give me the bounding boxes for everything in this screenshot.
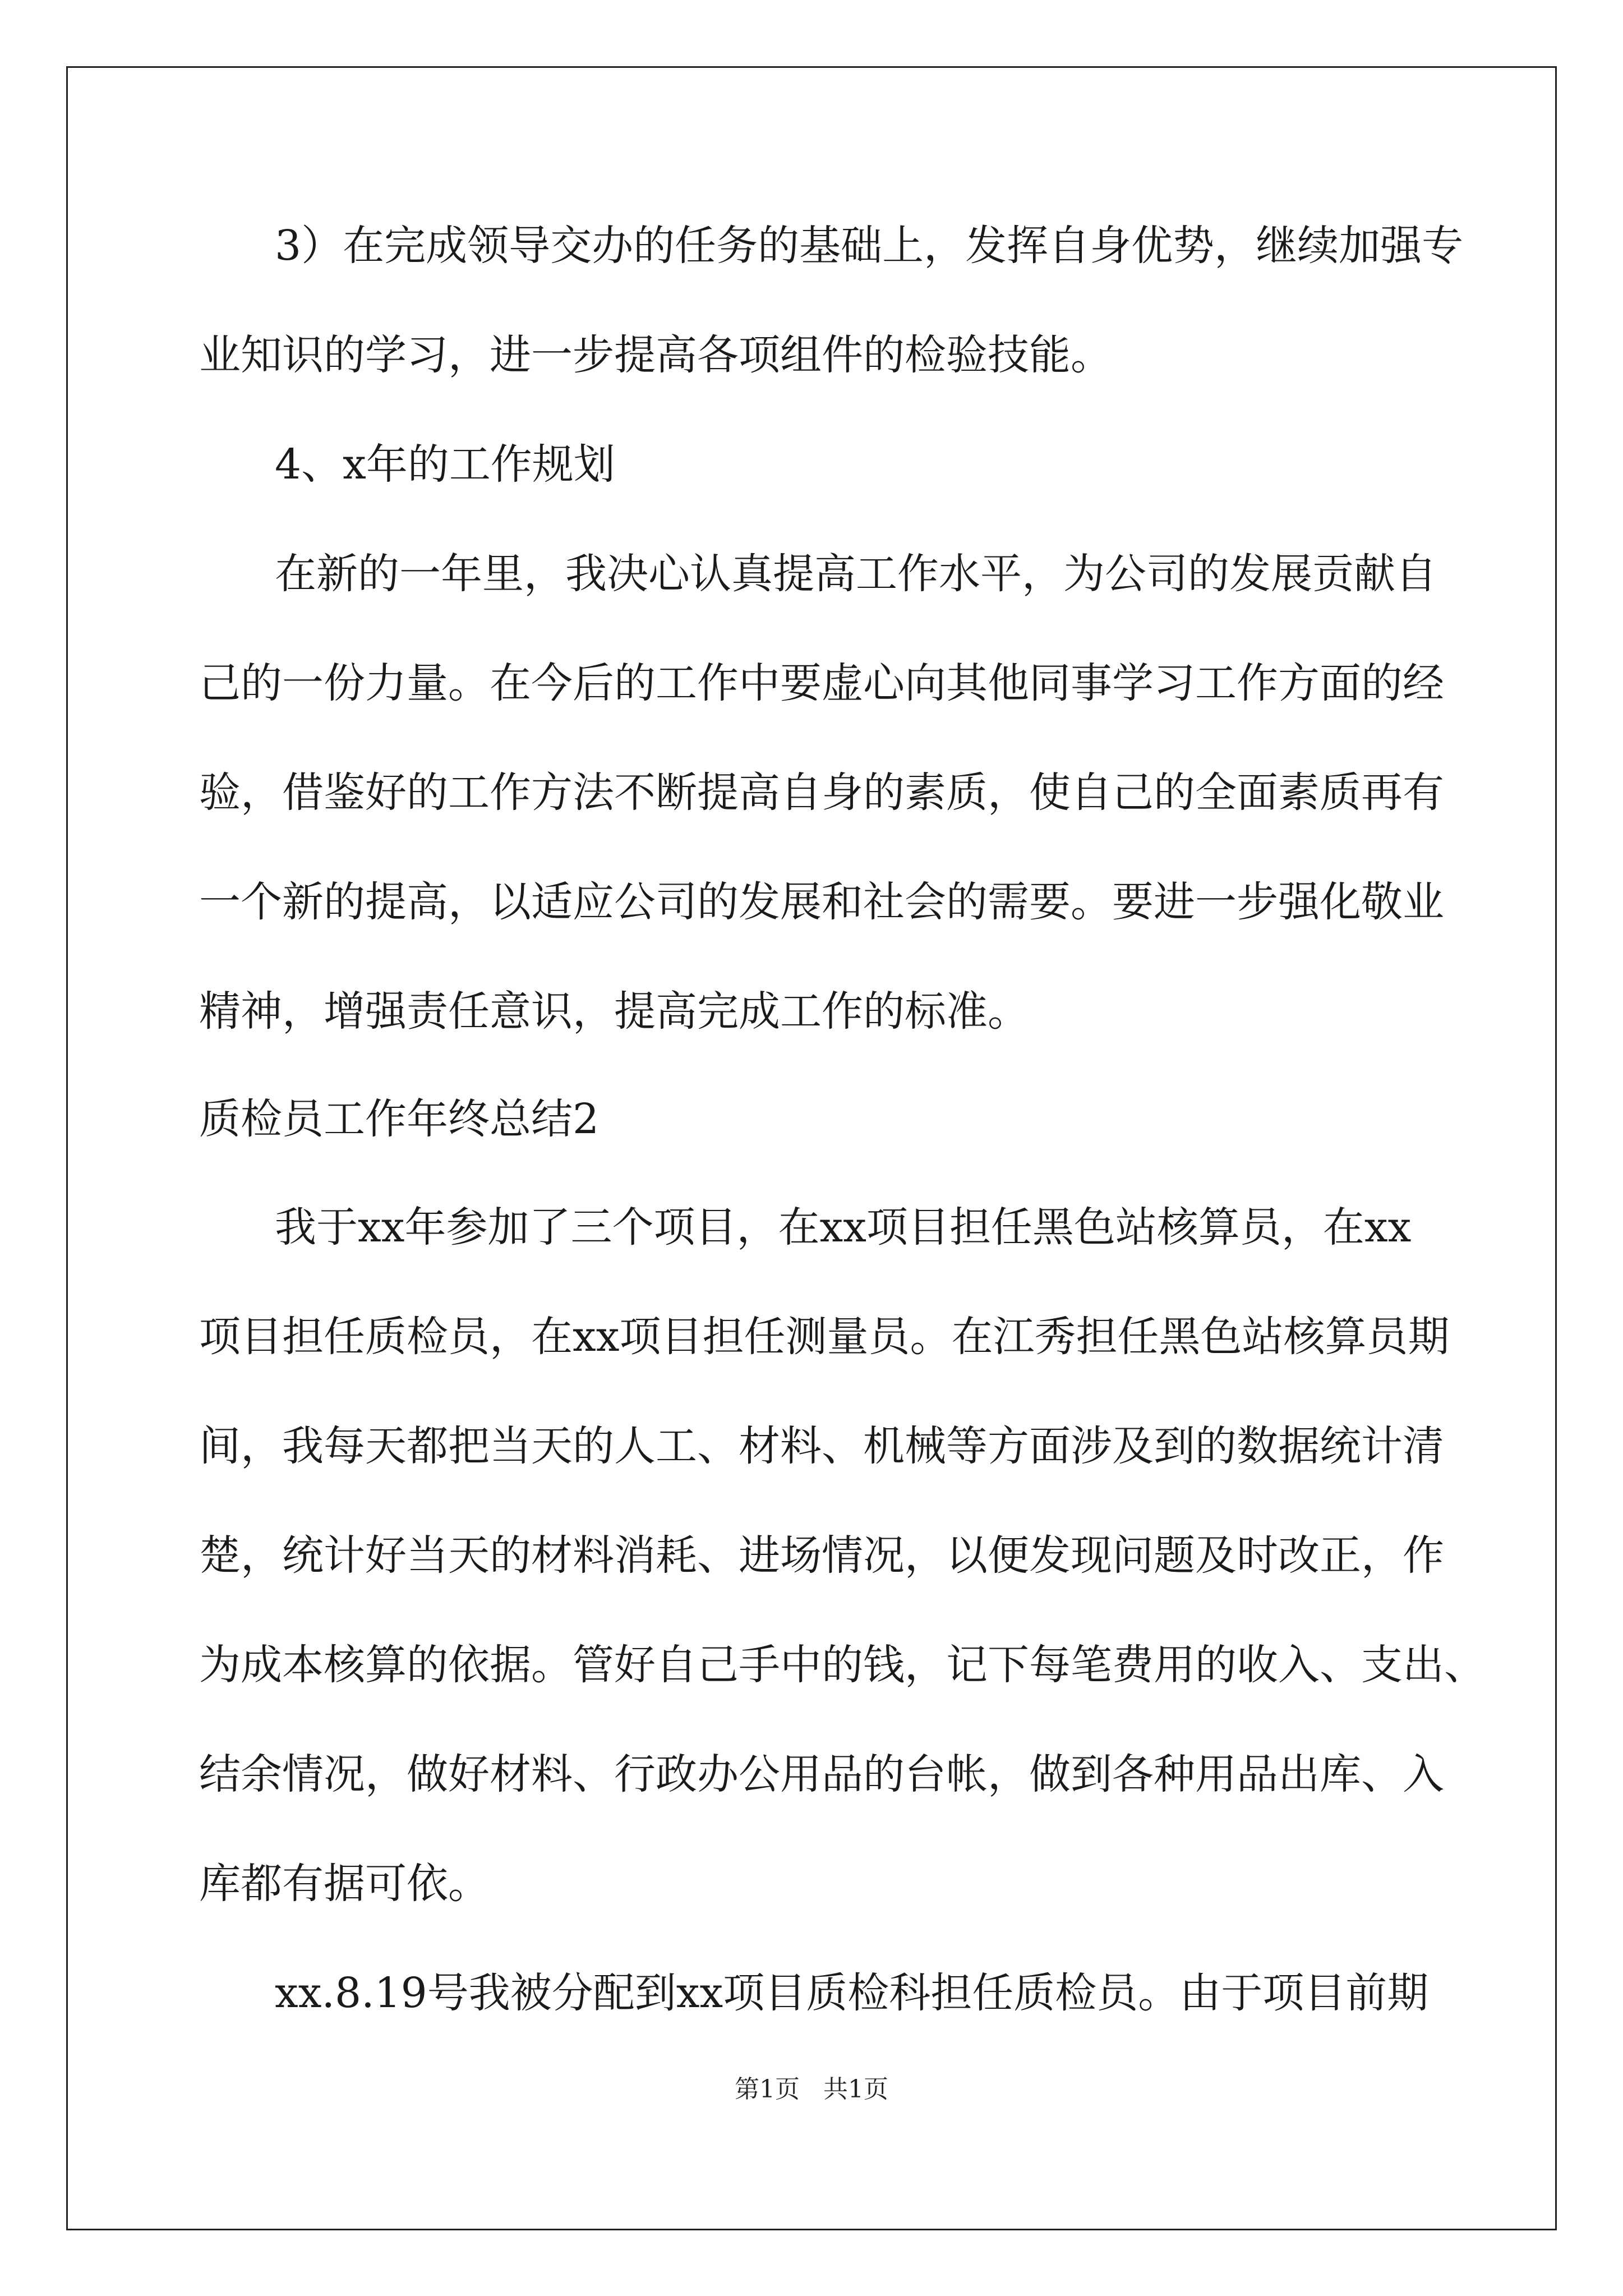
paragraph-line: 我于xx年参加了三个项目，在xx项目担任黑色站核算员，在xx (275, 1203, 1412, 1251)
page-footer: 第1页 共1页 (735, 2075, 888, 2104)
paragraph-line: 验，借鉴好的工作方法不断提高自身的素质，使自己的全面素质再有 (199, 769, 1444, 817)
section-heading: 4、x年的工作规划 (275, 440, 615, 489)
paragraph-line: 己的一份力量。在今后的工作中要虚心向其他同事学习工作方面的经 (199, 659, 1444, 707)
paragraph-line: 结余情况，做好材料、行政办公用品的台帐，做到各种用品出库、入 (199, 1750, 1444, 1798)
document-title: 质检员工作年终总结2 (199, 1095, 600, 1143)
paragraph-line: 项目担任质检员，在xx项目担任测量员。在江秀担任黑色站核算员期 (199, 1313, 1450, 1361)
paragraph-line: 为成本核算的依据。管好自己手中的钱，记下每笔费用的收入、支出、 (199, 1641, 1486, 1689)
paragraph-line: xx.8.19号我被分配到xx项目质检科担任质检员。由于项目前期 (275, 1969, 1429, 2017)
paragraph-line: 3）在完成领导交办的任务的基础上，发挥自身优势，继续加强专 (275, 222, 1464, 270)
paragraph-line: 业知识的学习，进一步提高各项组件的检验技能。 (199, 331, 1112, 379)
paragraph-line: 在新的一年里，我决心认真提高工作水平，为公司的发展贡献自 (275, 550, 1437, 598)
paragraph-line: 楚，统计好当天的材料消耗、进场情况，以便发现问题及时改正，作 (199, 1531, 1444, 1580)
paragraph-line: 间，我每天都把当天的人工、材料、机械等方面涉及到的数据统计清 (199, 1422, 1444, 1470)
paragraph-line: 库都有据可依。 (199, 1860, 490, 1908)
paragraph-line: 精神，增强责任意识，提高完成工作的标准。 (199, 987, 1029, 1036)
paragraph-line: 一个新的提高，以适应公司的发展和社会的需要。要进一步强化敬业 (199, 878, 1444, 926)
